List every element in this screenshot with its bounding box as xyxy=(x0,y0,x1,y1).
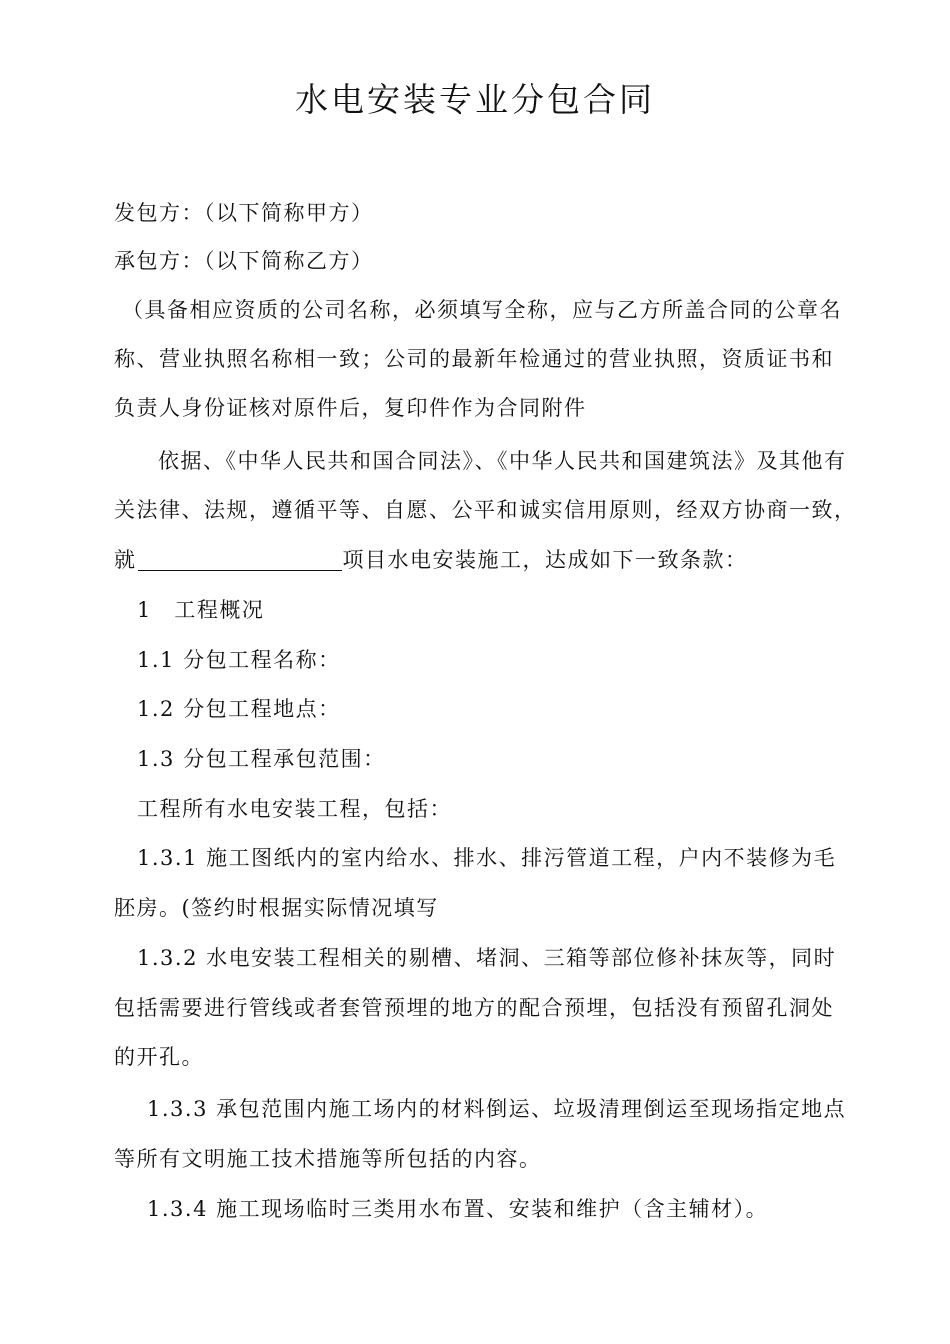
section-1-3-2-line-1: 1.3.2 水电安装工程相关的剔槽、堵洞、三箱等部位修补抹灰等，同时 xyxy=(137,946,837,970)
section-1-2: 1.2 分包工程地点： xyxy=(137,697,341,721)
section-1-3-4: 1.3.4 施工现场临时三类用水布置、安装和维护（含主辅材）。 xyxy=(147,1197,769,1221)
section-1-3-2-line-3: 的开孔。 xyxy=(114,1045,204,1069)
preamble-prefix: 就 xyxy=(114,548,137,572)
section-1-heading: 1 工程概况 xyxy=(137,598,265,622)
section-1-3-1-line-2: 胚房。(签约时根据实际情况填写 xyxy=(114,896,439,920)
preamble-line-3 xyxy=(114,545,748,575)
note-line-2: 称、营业执照名称相一致；公司的最新年检通过的营业执照，资质证书和 xyxy=(114,347,834,371)
preamble-line-2: 关法律、法规，遵循平等、自愿、公平和诚实信用原则，经双方协商一致， xyxy=(114,498,857,522)
project-name-blank[interactable] xyxy=(138,548,342,571)
preamble-suffix: 项目水电安装施工，达成如下一致条款： xyxy=(342,548,748,572)
note-line-3: 负责人身份证核对原件后，复印件作为合同附件 xyxy=(114,396,587,420)
scope-intro: 工程所有水电安装工程，包括： xyxy=(137,797,452,821)
document-title: 水电安装专业分包合同 xyxy=(295,80,655,119)
section-1-1: 1.1 分包工程名称： xyxy=(137,648,341,672)
section-1-3-3-line-1: 1.3.3 承包范围内施工场内的材料倒运、垃圾清理倒运至现场指定地点 xyxy=(147,1097,847,1121)
section-1-3: 1.3 分包工程承包范围： xyxy=(137,747,386,771)
section-1-3-1-line-1: 1.3.1 施工图纸内的室内给水、排水、排污管道工程，户内不装修为毛 xyxy=(137,846,837,870)
preamble-line-1: 依据、《中华人民共和国合同法》、《中华人民共和国建筑法》及其他有 xyxy=(158,449,847,473)
section-1-3-3-line-2: 等所有文明施工技术措施等所包括的内容。 xyxy=(114,1147,542,1171)
section-1-3-2-line-2: 包括需要进行管线或者套管预埋的地方的配合预埋，包括没有预留孔洞处 xyxy=(114,996,834,1020)
note-line-1: （具备相应资质的公司名称，必须填写全称，应与乙方所盖合同的公章名 xyxy=(122,298,842,322)
contractor-line: 发包方：（以下简称甲方） xyxy=(114,201,374,225)
subcontractor-line: 承包方：（以下简称乙方） xyxy=(114,249,374,273)
